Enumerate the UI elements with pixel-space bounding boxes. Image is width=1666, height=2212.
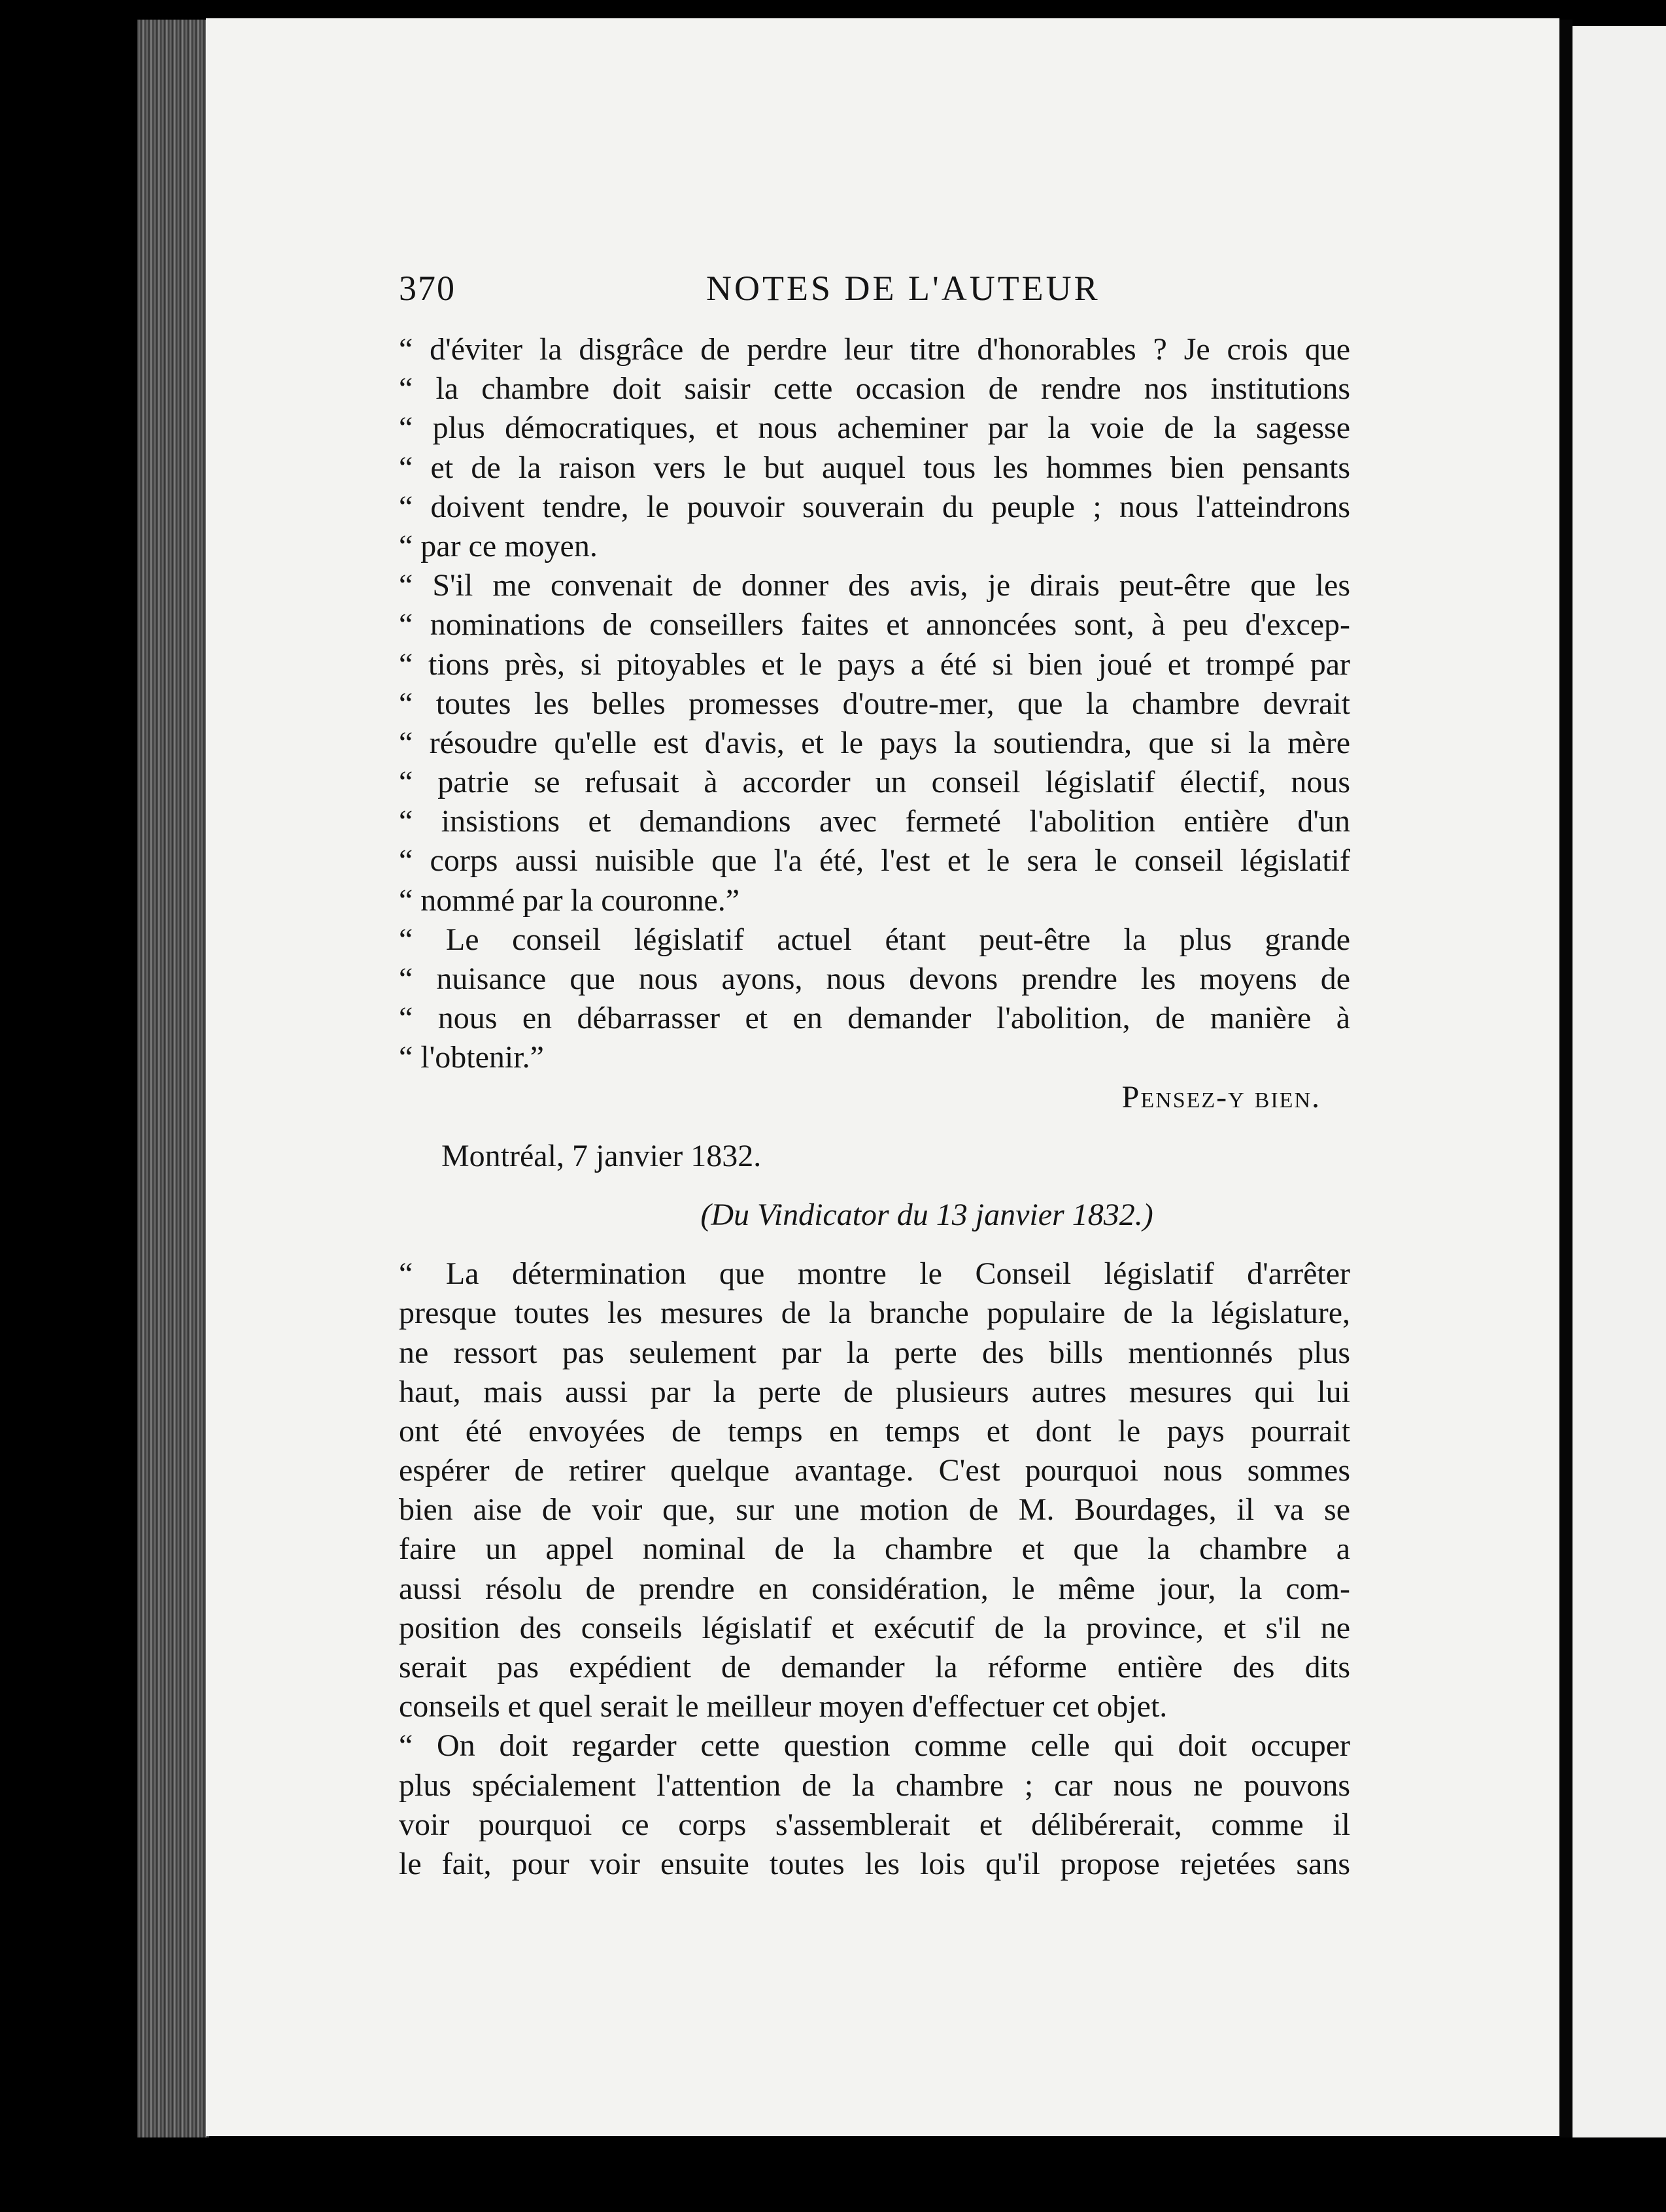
text-line: “ On doit regarder cette question comme celle qui doit occuper	[399, 1728, 1350, 1764]
text-line: “ la chambre doit saisir cette occasion de rendre nos institutions	[399, 371, 1350, 407]
text-line: “ plus démocratiques, et nous acheminer par la voie de la sagesse	[399, 411, 1350, 446]
text-line: “ nous en débarrasser et en demander l'abolition, de manière à	[399, 1001, 1350, 1036]
adjacent-page-edge	[1572, 26, 1666, 2137]
text-line: presque toutes les mesures de la branche populaire de la législature,	[399, 1296, 1350, 1331]
text-line: voir pourquoi ce corps s'assemblerait et délibérerait, comme il	[399, 1807, 1350, 1842]
page-body	[399, 330, 1350, 1884]
text-line: bien aise de voir que, sur une motion de M. Bourdages, il va se	[399, 1492, 1350, 1528]
signature: Pensez-y bien.	[1121, 1079, 1321, 1114]
page-gutter	[1559, 20, 1572, 2137]
text-line: haut, mais aussi par la perte de plusieurs autres mesures qui lui	[399, 1374, 1350, 1409]
text-line: serait pas expédient de demander la réforme entière des dits	[399, 1650, 1350, 1684]
text-line: “ nuisance que nous ayons, nous devons prendre les moyens de	[399, 962, 1350, 996]
text-line: “ par ce moyen.	[399, 528, 598, 563]
text-line: “ La détermination que montre le Conseil législatif d'arrêter	[399, 1256, 1350, 1292]
page-number: 370	[399, 269, 456, 308]
text-line: ne ressort pas seulement par la perte des bills mentionnés plus	[399, 1335, 1350, 1370]
text-line: “ l'obtenir.”	[399, 1040, 544, 1075]
text-line: “ et de la raison vers le but auquel tous les hommes bien pensants	[399, 450, 1350, 485]
text-line: “ insistions et demandions avec fermeté l'abolition entière d'un	[399, 804, 1350, 839]
date-line: Montréal, 7 janvier 1832.	[441, 1138, 762, 1173]
text-line: “ nommé par la couronne.”	[399, 882, 740, 918]
text-line: conseils et quel serait le meilleur moyen d'effectuer cet objet.	[399, 1689, 1168, 1724]
source-line: (Du Vindicator du 13 janvier 1832.)	[700, 1197, 1153, 1232]
text-line: aussi résolu de prendre en considération, le même jour, la com-	[399, 1571, 1350, 1606]
text-line: “ S'il me convenait de donner des avis, je dirais peut-être que les	[399, 568, 1350, 603]
text-line: faire un appel nominal de la chambre et que la chambre a	[399, 1532, 1350, 1567]
text-line: “ patrie se refusait à accorder un conseil législatif électif, nous	[399, 765, 1350, 800]
text-line: plus spécialement l'attention de la chambre ; car nous ne pouvons	[399, 1768, 1350, 1803]
text-line: “ doivent tendre, le pouvoir souverain du peuple ; nous l'atteindrons	[399, 489, 1350, 524]
text-line: “ d'éviter la disgrâce de perdre leur titre d'honorables ? Je crois que	[399, 332, 1350, 367]
text-line: “ tions près, si pitoyables et le pays a été si bien joué et trompé par	[399, 646, 1350, 682]
text-line: “ Le conseil législatif actuel étant peut-être la plus grande	[399, 922, 1350, 957]
text-line: espérer de retirer quelque avantage. C'est pourquoi nous sommes	[399, 1453, 1350, 1488]
text-line: “ nominations de conseillers faites et annoncées sont, à peu d'excep-	[399, 607, 1350, 643]
text-line: “ toutes les belles promesses d'outre-mer, que la chambre devrait	[399, 686, 1350, 721]
text-line: le fait, pour voir ensuite toutes les lois qu'il propose rejetées sans	[399, 1846, 1350, 1881]
text-line: “ corps aussi nuisible que l'a été, l'est et le sera le conseil législatif	[399, 843, 1350, 879]
text-line: “ résoudre qu'elle est d'avis, et le pays la soutiendra, que si la mère	[399, 725, 1350, 760]
running-title: NOTES DE L'AUTEUR	[706, 269, 1100, 308]
book-page-edges	[137, 20, 209, 2137]
text-line: position des conseils législatif et exécutif de la province, et s'il ne	[399, 1610, 1350, 1645]
text-line: ont été envoyées de temps en temps et dont le pays pourrait	[399, 1413, 1350, 1449]
